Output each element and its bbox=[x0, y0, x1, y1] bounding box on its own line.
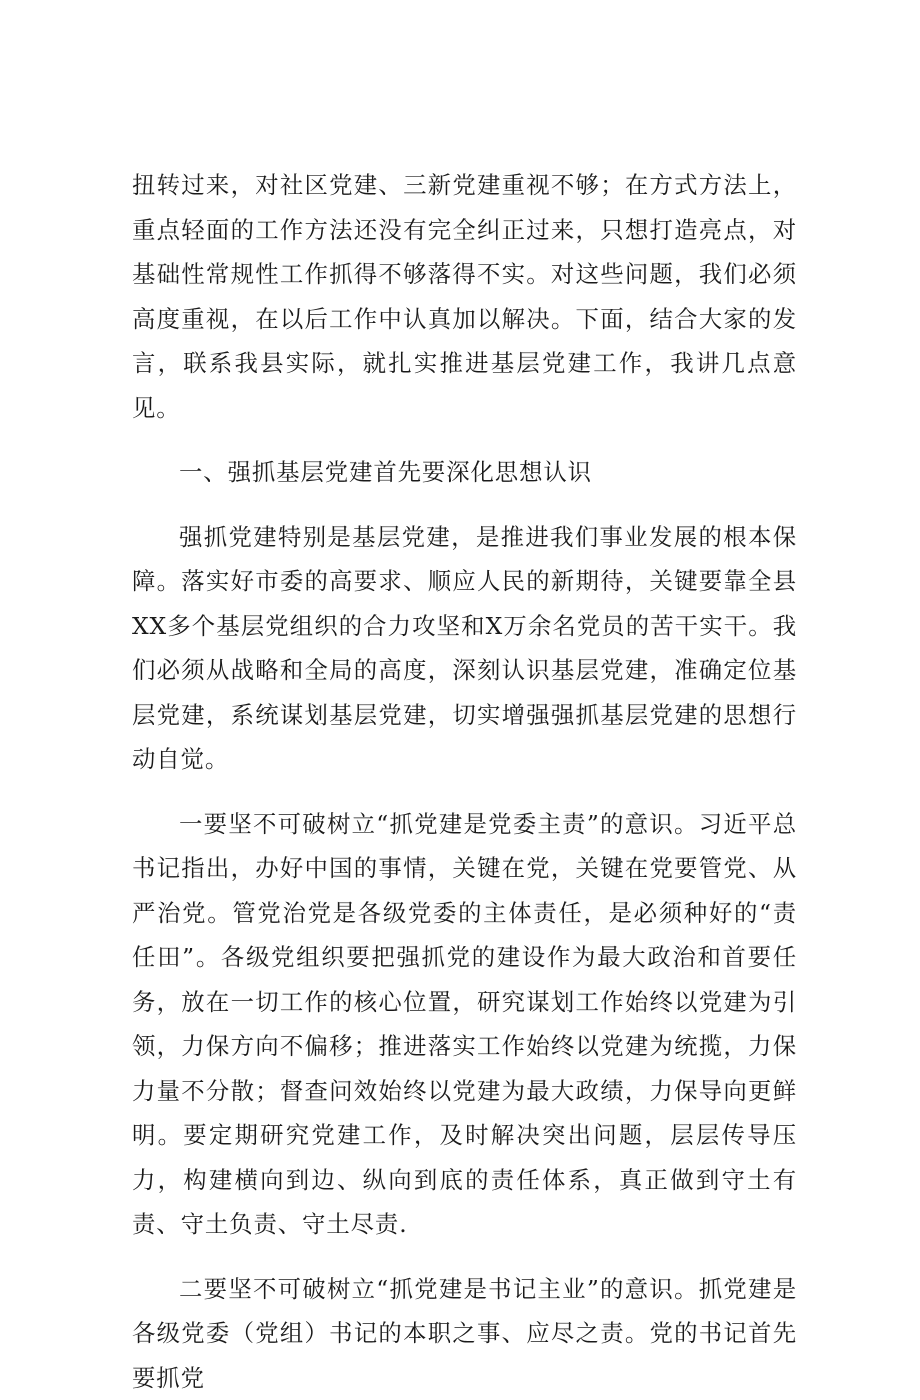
paragraph-continuation: 扭转过来，对社区党建、三新党建重视不够；在方式方法上，重点轻面的工作方法还没有完全纠正过来，只想打造亮点，对基础性常规性工作抓得不够落得不实。对这些问题，我们必须高度重视，在以后工作中认真加以解决。下面，结合大家的发言，联系我县实际，就扎实推进基层党建工作，我讲几点意见。 bbox=[132, 163, 797, 430]
section-heading: 一、强抓基层党建首先要深化思想认识 bbox=[132, 450, 797, 495]
paragraph-point-one: 一要坚不可破树立“抓党建是党委主责”的意识。习近平总书记指出，办好中国的事情，关键在党，关键在党要管党、从严治党。管党治党是各级党委的主体责任，是必须种好的“责任田”。各级党组织要把强抓党的建设作为最大政治和首要任务，放在一切工作的核心位置，研究谋划工作始终以党建为引领，力保方向不偏移；推进落实工作始终以党建为统揽，力保力量不分散；督查问效始终以党建为最大政绩，力保导向更鲜明。要定期研究党建工作，及时解决突出问题，层层传导压力，构建横向到边、纵向到底的责任体系，真正做到守土有责、守土负责、守土尽责. bbox=[132, 802, 797, 1247]
paragraph-point-two: 二要坚不可破树立“抓党建是书记主业”的意识。抓党建是各级党委（党组）书记的本职之事、应尽之责。党的书记首先要抓党 bbox=[132, 1267, 797, 1400]
paragraph-section-intro: 强抓党建特别是基层党建，是推进我们事业发展的根本保障。落实好市委的高要求、顺应人民的新期待，关键要靠全县XX多个基层党组织的合力攻坚和X万余名党员的苦干实干。我们必须从战略和全局的高度，深刻认识基层党建，准确定位基层党建，系统谋划基层党建，切实增强强抓基层党建的思想行动自觉。 bbox=[132, 515, 797, 782]
document-body bbox=[132, 163, 797, 1400]
